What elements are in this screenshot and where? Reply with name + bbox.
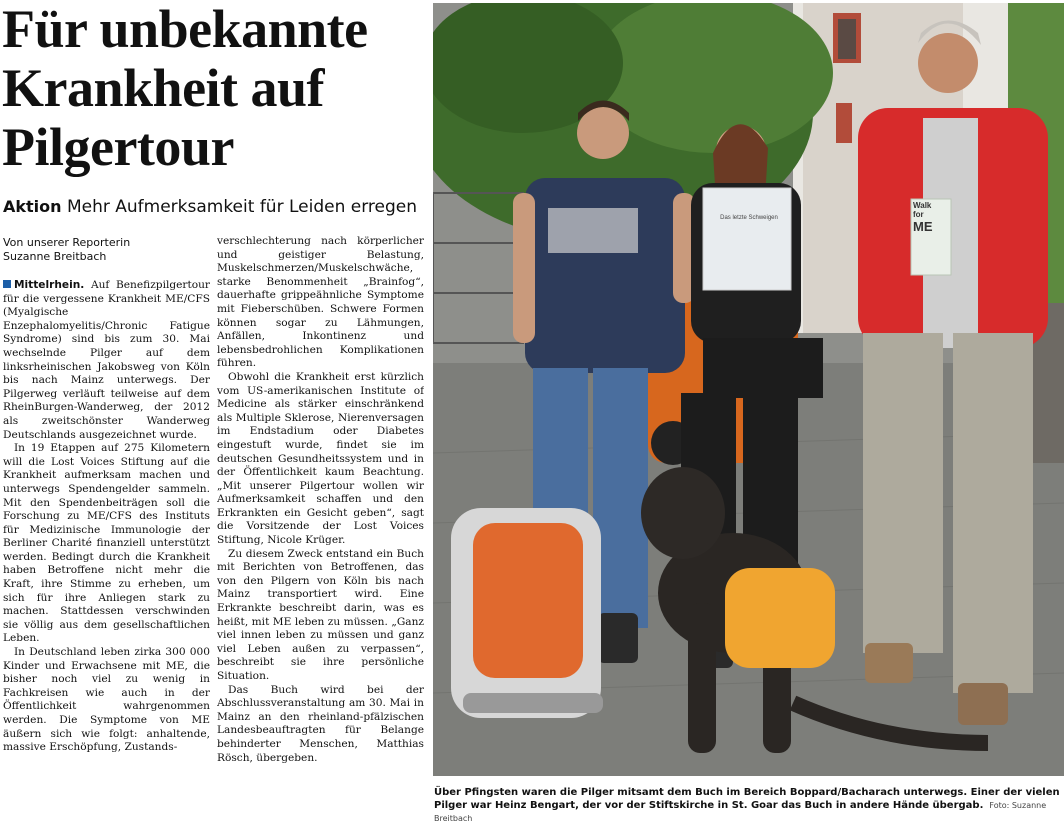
sign-line-3: ME bbox=[913, 219, 933, 234]
byline bbox=[3, 236, 203, 264]
kicker bbox=[3, 197, 428, 217]
article-column-2 bbox=[217, 235, 424, 816]
kicker-text: Mehr Aufmerksamkeit für Leiden erregen bbox=[66, 197, 417, 217]
paragraph: Zu diesem Zweck entstand ein Buch mit Berichten von Betroffenen, das von den Pilgern von Köln bis nach Mainz transportiert wird. Eine Erkrankte beschreibt darin, was es heißt, mit ME leben zu müssen. „Ganz viel innen leben zu müssen und ganz viel Leben außen zu verpassen“, beschreibt sie ihre persönliche Situation. bbox=[217, 547, 424, 682]
paragraph: Das Buch wird bei der Abschlussveranstaltung am 30. Mai in Mainz an den rheinland-pfälzischen Landesbeauftragten für Belange behinderter Menschen, Matthias Rösch, übergeben. bbox=[217, 683, 424, 764]
paragraph: In 19 Etappen auf 275 Kilometern will die Lost Voices Stiftung auf die Krankheit aufmerksam machen und unterwegs Spendengelder sammeln. Mit den Spendenbeiträgen soll die Forschung zu ME/CFS des Instituts für Medizinische Immunologie der Berliner Charité finanziell unterstützt werden. Bedingt durch die Krankheit haben Betroffene nicht mehr die Kraft, ihre Stimme zu erheben, um sich für ihre Anliegen stark zu machen. Stattdessen verschwinden sie völlig aus dem gesellschaftlichen Leben. bbox=[3, 442, 210, 645]
sign-line-1: Walk bbox=[913, 201, 932, 210]
location-marker-icon bbox=[3, 280, 11, 288]
paragraph bbox=[3, 279, 210, 442]
paragraph: verschlechterung nach körperlicher und geistiger Belastung, Muskelschmerzen/Muskelschwäche, starke Benommenheit „Brainfog“, dauerhafte grippeähnliche Symptome mit Fieberschüben. Schwere Formen können sogar zu Lähmungen, Anfällen, Inkontinenz und lebensbedrohlichen Komplikationen führen. bbox=[217, 235, 424, 370]
article-photo bbox=[433, 3, 1064, 776]
photo-caption bbox=[434, 786, 1064, 825]
location-dateline: Mittelrhein. bbox=[14, 279, 85, 291]
walk-for-me-sign bbox=[913, 201, 949, 234]
headline-line-1: Für unbekannte bbox=[2, 0, 368, 59]
headline-line-2: Krankheit auf bbox=[2, 58, 325, 118]
article-column-1 bbox=[3, 279, 210, 816]
headline bbox=[2, 0, 422, 177]
headline-line-3: Pilgertour bbox=[2, 117, 234, 177]
caption-text: Über Pfingsten waren die Pilger mitsamt dem Buch im Bereich Boppard/Bacharach unterwegs. Einer der vielen Pilger war Heinz Bengart, der vor der Stiftskirche in St. Goar das Buch in andere Hände übergab. bbox=[434, 787, 1060, 811]
paragraph-text: Auf Benefizpilgertour für die vergessene Krankheit ME/CFS (Myalgische Enzephalomyelitis/Chronic Fatigue Syndrome) sind bis zum 30. Mai wechselnde Pilger auf dem linksrheinischen Jakobsweg von Köln bis nach Mainz unterwegs. Der Pilgerweg verläuft teilweise auf dem RheinBurgen-Wanderweg, der 2012 als zweitschönster Wanderweg Deutschlands ausgezeichnet wurde. bbox=[3, 279, 210, 441]
book-title: Das letzte Schweigen bbox=[720, 215, 778, 221]
byline-line-1: Von unserer Reporterin bbox=[3, 236, 131, 249]
byline-author: Suzanne Breitbach bbox=[3, 250, 107, 263]
photo-credit: Foto: Suzanne Breitbach bbox=[434, 801, 1047, 823]
paragraph: Obwohl die Krankheit erst kürzlich vom US-amerikanischen Institute of Medicine als stärker einschränkend als Multiple Sklerose, Nierenversagen im Endstadium oder Diabetes eingestuft wurde, findet sie im deutschen Gesundheitssystem und in der Öffentlichkeit kaum Beachtung. „Mit unserer Pilgertour wollen wir Aufmerksamkeit schaffen und den Erkrankten ein Gesicht geben“, sagt die Vorsitzende der Lost Voices Stiftung, Nicole Krüger. bbox=[217, 370, 424, 547]
kicker-label: Aktion bbox=[3, 197, 62, 216]
sign-line-2: for bbox=[913, 210, 924, 219]
paragraph: In Deutschland leben zirka 300 000 Kinder und Erwachsene mit ME, die bisher noch viel zu wenig in Fachkreisen wie auch in der Öffentlichkeit wahrgenommen werden. Die Symptome von ME äußern sich wie folgt: anhaltende, massive Erschöpfung, Zustands- bbox=[3, 646, 210, 754]
